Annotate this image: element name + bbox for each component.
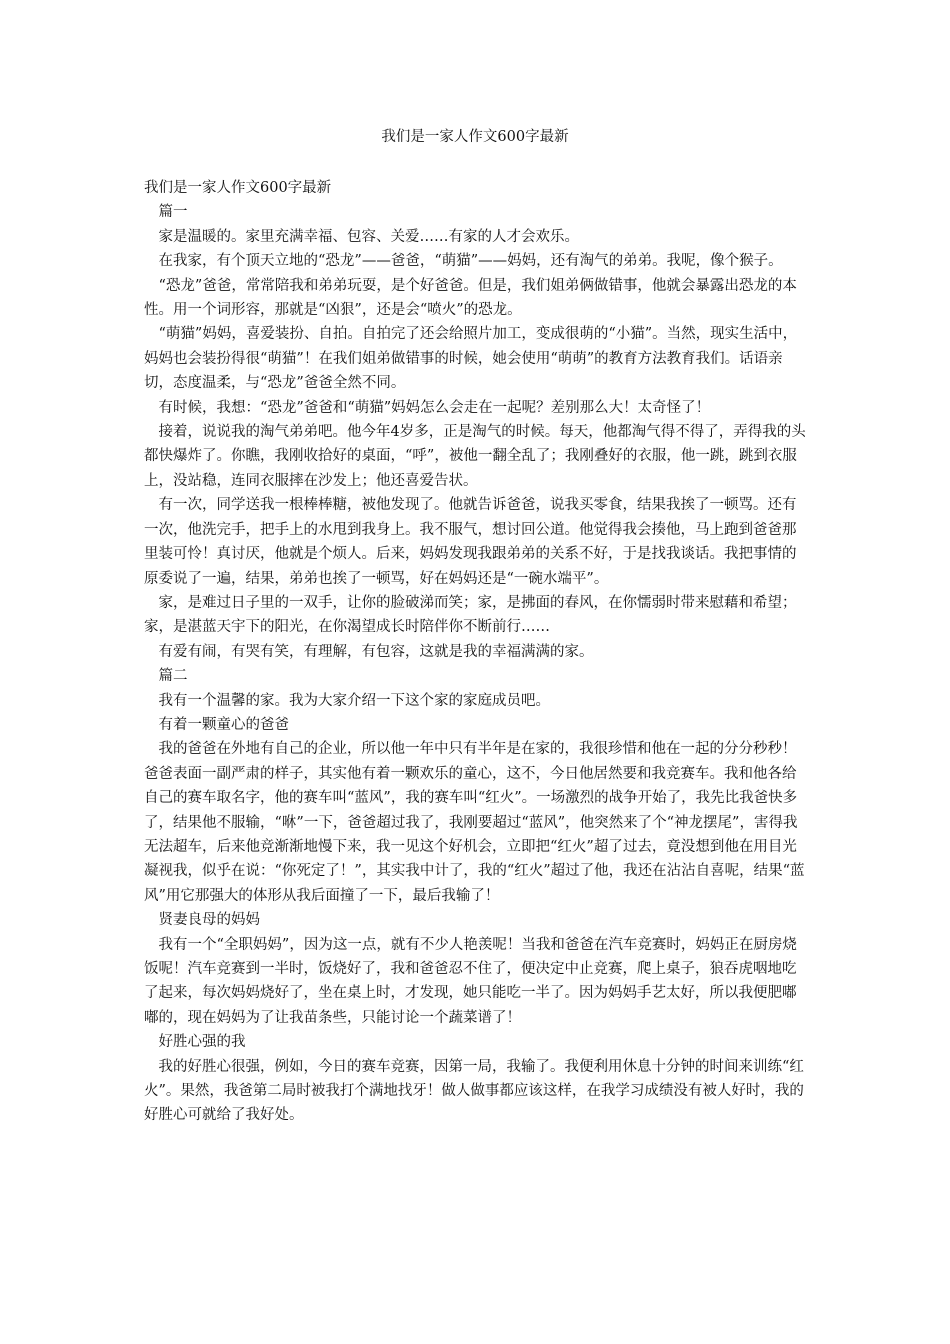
paragraph: 我有一个“全职妈妈”，因为这一点，就有不少人艳羡呢！当我和爸爸在汽车竞赛时，妈妈正在厨房烧饭呢！汽车竞赛到一半时，饭烧好了，我和爸爸忍不住了，便决定中止竞赛，爬上桌子，狼吞虎咽地吃了起来，每次妈妈烧好了，坐在桌上时，才发现，她只能吃一半了。因为妈妈手艺太好，所以我便肥嘟嘟的，现在妈妈为了让我苗条些，只能讨论一个蔬菜谱了！ (144, 936, 797, 1026)
paragraph: 家是温暖的。家里充满幸福、包容、关爱……有家的人才会欢乐。 (144, 228, 579, 245)
paragraph: 我有一个温馨的家。我为大家介绍一下这个家的家庭成员吧。 (144, 692, 550, 709)
paragraph: “萌猫”妈妈，喜爱装扮、自拍。自拍完了还会给照片加工，变成很萌的“小猫”。当然，现实生活中，妈妈也会装扮得很“萌猫”！在我们姐弟做错事的时候，她会使用“萌萌”的教育方法教育我们。话语亲切，态度温柔，与“恐龙”爸爸全然不同。 (144, 326, 798, 392)
paragraph: 在我家，有个顶天立地的“恐龙”——爸爸，“萌猫”——妈妈，还有淘气的弟弟。我呢，像个猴子。 (144, 253, 783, 270)
subheading-me: 好胜心强的我 (144, 1034, 246, 1051)
paragraph: 接着，说说我的淘气弟弟吧。他今年4岁多，正是淘气的时候。每天，他都淘气得不得了，弄得我的头都快爆炸了。你瞧，我刚收拾好的桌面，“呼”，被他一翻全乱了；我刚叠好的衣服，他一跳，跳到衣服上，没站稳，连同衣服摔在沙发上；他还喜爱告状。 (144, 424, 806, 489)
body-heading: 我们是一家人作文600字最新 (144, 180, 332, 196)
paragraph: 我的爸爸在外地有自己的企业，所以他一年中只有半年是在家的，我很珍惜和他在一起的分分秒秒！爸爸表面一副严肃的样子，其实他有着一颗欢乐的童心，这不，今日他居然要和我竞赛车。我和他各给自己的赛车取名字，他的赛车叫“蓝风”，我的赛车叫“红火”。一场激烈的战争开始了，我先比我爸快多了，结果他不服输，“咻”一下，爸爸超过我了，我刚要超过“蓝风”，他突然来了个“神龙摆尾”，害得我无法超车，后来他竞渐渐地慢下来，我一见这个好机会，立即把“红火”超了过去，竟没想到他在用目光凝视我，似乎在说：“你死定了！”，其实我中计了，我的“红火”超过了他，我还在沾沾自喜呢，结果“蓝风”用它那强大的体形从我后面撞了一下，最后我输了！ (144, 741, 805, 904)
subheading-dad: 有着一颗童心的爸爸 (144, 716, 289, 733)
paragraph: 有爱有闹，有哭有笑，有理解，有包容，这就是我的幸福满满的家。 (144, 643, 594, 660)
section-label-1: 篇一 (144, 204, 188, 221)
document-body (144, 176, 808, 1128)
document-title: 我们是一家人作文600字最新 (381, 129, 569, 145)
paragraph: 有一次，同学送我一根棒棒糖，被他发现了。他就告诉爸爸，说我买零食，结果我挨了一顿骂。还有一次，他洗完手，把手上的水甩到我身上。我不服气，想讨回公道。他觉得我会揍他，马上跑到爸爸那里装可怜！真讨厌，他就是个烦人。后来，妈妈发现我跟弟弟的关系不好，于是找我谈话。我把事情的原委说了一遍，结果，弟弟也挨了一顿骂，好在妈妈还是“一碗水端平”。 (144, 497, 797, 587)
paragraph: 我的好胜心很强，例如，今日的赛车竞赛，因第一局，我输了。我便利用休息十分钟的时间来训练“红火”。果然，我爸第二局时被我打个满地找牙！做人做事都应该这样，在我学习成绩没有被人好时，我的好胜心可就给了我好处。 (144, 1058, 804, 1124)
paragraph: “恐龙”爸爸，常常陪我和弟弟玩耍，是个好爸爸。但是，我们姐弟俩做错事，他就会暴露出恐龙的本性。用一个词形容，那就是“凶狠”，还是会“喷火”的恐龙。 (144, 277, 797, 319)
paragraph: 家，是难过日子里的一双手，让你的脸破涕而笑；家，是拂面的春风，在你懦弱时带来慰藉和希望；家，是湛蓝天宇下的阳光，在你渴望成长时陪伴你不断前行…… (144, 594, 797, 636)
subheading-mom: 贤妻良母的妈妈 (144, 912, 260, 929)
section-label-2: 篇二 (144, 668, 188, 685)
paragraph: 有时候，我想：“恐龙”爸爸和“萌猫”妈妈怎么会走在一起呢？差别那么大！太奇怪了！ (144, 399, 711, 416)
